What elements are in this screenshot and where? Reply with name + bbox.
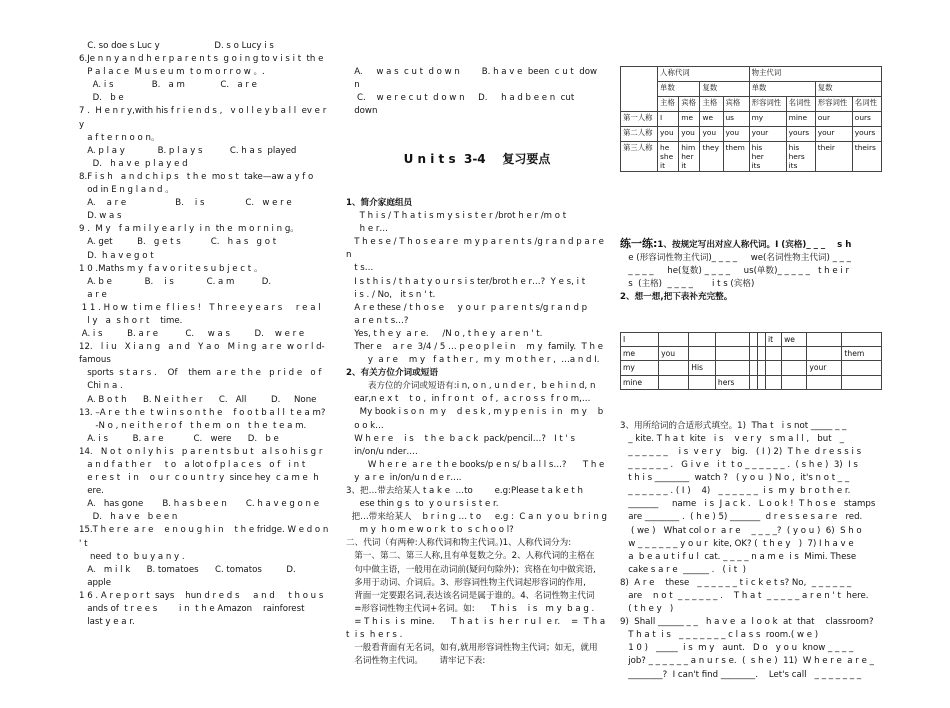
text-line: [346, 524, 608, 537]
table-cell: 单数: [658, 82, 700, 97]
table-cell: I: [658, 112, 679, 127]
table-cell: he she it: [658, 142, 679, 172]
text-line: down: [346, 106, 378, 117]
text-line: [346, 223, 608, 236]
table-cell: their: [815, 142, 852, 172]
text-line: [620, 291, 882, 304]
table-cell: [766, 347, 782, 361]
text-line: A. i s B. a r e C. w a s D. w e r e: [79, 329, 305, 340]
table-cell: [715, 361, 749, 375]
table-cell: my: [621, 361, 659, 375]
text-content: ________? I can't find ________. Let's call _ _ _ _ _ _ _: [620, 669, 862, 680]
text-line: [346, 446, 608, 459]
text-content: W h e r e a r e t h e books/p e n s/ b a l l s…? T h e: [346, 459, 605, 470]
table-cell: [766, 361, 782, 375]
text-line: 15.T h e r e a r e e n o u g h i n t h e fridge. W e d o n ' t: [79, 525, 332, 549]
question-16-options: [346, 66, 608, 118]
table-cell: his her its: [749, 142, 786, 172]
text-content: in/on/u nder….: [346, 446, 418, 457]
text-line: [346, 289, 608, 302]
text-line: 8.F i s h a n d c h i p s t h e mo s t take—aw a y f o: [79, 171, 314, 182]
text-content: a r e n t s…?: [346, 315, 409, 326]
text-line: [620, 551, 882, 564]
text-line: C. w e r e c u t d o w n D. h a d b e e n cut: [346, 93, 575, 104]
exercise-heading: 练一练:: [620, 236, 658, 250]
table-cell: [689, 375, 716, 389]
text-content: T h i s / T h a t i s m y s i s t e r /brot h e r /m o t: [346, 211, 567, 222]
table-cell: 人称代词: [658, 67, 750, 82]
text-line: [620, 590, 882, 603]
table-cell: [750, 347, 758, 361]
text-line: [346, 433, 608, 446]
table-cell: [689, 347, 716, 361]
table-cell: [758, 375, 766, 389]
table-row: [621, 347, 882, 361]
text-line: [346, 276, 608, 289]
text-line: [620, 237, 882, 252]
table-cell: you: [679, 127, 700, 142]
text-content: 1、简介家庭组员: [346, 197, 413, 208]
text-line: 1 1 . H o w t i m e f l i e s ! T h r e e y e a r s r e a l: [79, 302, 321, 313]
table-cell: [715, 333, 749, 347]
text-content: 把…带来给某人 b r i n g … t o e.g : C a n y o u b r i n g: [346, 512, 607, 523]
text-line: a r e: [79, 289, 107, 300]
table-cell: [750, 333, 758, 347]
text-content: T h e s e / T h o s e a r e m y p a r e n t s /g r a n d p a r e n: [346, 237, 607, 261]
table-cell: [782, 375, 807, 389]
text-line: a n d f a t h e r t o a lot o f p l a c e s o f i n t: [79, 460, 306, 470]
text-line: ere.: [79, 486, 104, 497]
text-content: I s t h i s / t h a t y o u r s i s ter/brot h e r…? Y e s, i t: [346, 276, 586, 287]
text-content: 2、想一想,把下表补充完整。: [620, 291, 733, 302]
table-cell: 名词性: [786, 97, 815, 112]
table-cell: we: [782, 333, 807, 347]
text-line: Chi n a .: [79, 381, 123, 392]
text-content: cake s a r e ______ . ( i t ): [620, 564, 746, 575]
text-content: job? _ _ _ _ _ _ a n u r s e. ( s h e ) 11) W h e r e a r e _: [620, 656, 874, 667]
table-cell: your: [807, 361, 842, 375]
text-line: [346, 537, 608, 550]
table-row: [621, 67, 882, 82]
table-cell: [766, 375, 782, 389]
text-content: 3、用所给词的合适形式填空。1) Tha t i s not _____ _ _: [620, 420, 847, 431]
table-cell: his hers its: [786, 142, 815, 172]
table-cell: 宾格: [723, 97, 749, 112]
text-line: [620, 642, 882, 655]
table-cell: 主格: [658, 97, 679, 112]
table-cell: 复数: [700, 82, 749, 97]
text-line: [620, 420, 882, 433]
text-line: [346, 577, 608, 590]
text-line: D. h a v e b e e n: [79, 512, 178, 523]
text-content: 句中做主语，一般用在动词前(疑问句除外)；宾格在句中做宾语,: [346, 564, 596, 575]
table-cell: 宾格: [679, 97, 700, 112]
text-line: D. w a s: [79, 211, 122, 222]
table-cell: them: [723, 142, 749, 172]
table-cell: mine: [786, 112, 815, 127]
text-line: D. b e: [79, 93, 124, 104]
text-line: [346, 420, 608, 433]
text-line: D. h a v e p l a y e d: [79, 158, 188, 169]
table-cell: 第二人称: [621, 127, 658, 142]
pronoun-table: [620, 66, 882, 172]
text-line: A. get B. g e t s C. h a s g o t: [79, 237, 277, 248]
exercise-section: [620, 237, 882, 304]
table-cell: His: [689, 361, 716, 375]
table-cell: your: [749, 127, 786, 142]
table-cell: your: [815, 127, 852, 142]
text-line: A. has gone B. h a s b e e n C. h a v e g o n e: [79, 499, 320, 510]
text-line: 14. N o t o n l y h i s p a r e n t s b u t a l s o h i s g r: [79, 446, 323, 457]
text-line: [346, 511, 608, 524]
table-cell: our: [815, 112, 852, 127]
text-line: [620, 459, 882, 472]
text-content: m y h o m e w o r k t o s c h o o l?: [346, 525, 514, 536]
text-line: [346, 354, 608, 367]
text-content: _ _ _ _ he(复数) _ _ _ _ us(单数)_ _ _ _ _ t h e i r: [620, 265, 850, 276]
text-content: ear,n e x t t o , in f r o n t o f , a c r o s s f r o m,…: [346, 394, 591, 405]
text-line: [346, 498, 608, 511]
text-line: [620, 577, 882, 590]
table-cell: 单数: [749, 82, 815, 97]
text-content: t s…: [346, 263, 374, 274]
table-cell: [715, 347, 749, 361]
text-line: ands of t r e e s i n t h e Amazon rainforest: [79, 604, 305, 615]
text-line: [620, 603, 882, 616]
column-left: [79, 40, 331, 629]
table-cell: [750, 375, 758, 389]
text-line: [346, 642, 608, 655]
text-content: y a r e in/on/u n d e r….: [346, 472, 462, 483]
text-line: [620, 511, 882, 524]
table-row: [621, 82, 882, 97]
table-row: [621, 97, 882, 112]
text-line: 9 . M y f a m i l y e a r l y i n th e m o r n i n g。: [79, 224, 299, 235]
text-line: -N o , n e i t h e r o f t h e m o n t h e t e a m.: [79, 420, 307, 431]
exercise-3: [620, 420, 882, 682]
table-cell: it: [766, 333, 782, 347]
table-cell: they: [700, 142, 723, 172]
table-cell: you: [659, 347, 689, 361]
table-cell: we: [700, 112, 723, 127]
table-cell: 主格: [700, 97, 723, 112]
text-line: apple: [79, 577, 112, 588]
table-cell: [807, 333, 842, 347]
table-row: [621, 127, 882, 142]
text-content: i s . / No, it s n ' t.: [346, 289, 436, 300]
text-content: 3、把…带去给某人 t a k e …to e.g:Please t a k e t h: [346, 486, 583, 496]
text-line: [346, 616, 608, 642]
text-line: [346, 655, 608, 668]
column-right: [620, 40, 882, 708]
table-cell: [842, 375, 882, 389]
text-line: [620, 564, 882, 577]
text-content: 1、按规定写出对应人称代词。I (宾格)_ _ _ s h: [657, 239, 852, 250]
table-cell: [659, 361, 689, 375]
text-content: _ _ _ _ _ _ i s v e r y big. ( I ) 2) T h e d r e s s i s: [620, 446, 862, 457]
text-line: [346, 315, 608, 328]
text-line: A. B o t h B. N e i t h e r C. All D. None: [79, 394, 317, 405]
text-line: a f t e r n o o n。: [79, 132, 160, 143]
text-content: 背面一定要跟名词,表达该名词是属于谁的。4、名词性物主代词: [346, 590, 595, 601]
text-line: [346, 236, 608, 262]
text-content: _ _ _ _ _ _ . G i v e i t t o _ _ _ _ _ _ . ( s h e ) 3) I s: [620, 460, 858, 471]
text-line: need t o b u y a n y .: [79, 551, 185, 562]
table-cell: [758, 347, 766, 361]
table-cell: [807, 375, 842, 389]
text-line: [620, 433, 882, 446]
text-content: s (主格) _ _ _ _ i t s (宾格): [620, 278, 755, 289]
text-line: [620, 265, 882, 278]
table-cell: me: [621, 347, 659, 361]
text-content: ( t h e y ): [620, 604, 674, 615]
text-line: [620, 498, 882, 511]
table-row: [621, 142, 882, 172]
text-line: [620, 669, 882, 682]
text-line: e r e s t i n o u r c o u n t r y since hey c a m e h: [79, 473, 319, 484]
table-cell: them: [842, 347, 882, 361]
table-cell: [782, 361, 807, 375]
text-line: A. m i l k B. tomatoes C. tomatos D.: [79, 564, 296, 575]
text-line: 6.Je n n y a n d h e r p a r e n t s g o i n g to v i s i t th e: [79, 54, 324, 65]
text-line: 7 . H e n r y,with his f r i e n d s , v o l l e y b a l l ev e r y: [79, 106, 329, 130]
text-line: l y a s h o r t time.: [79, 315, 183, 326]
text-line: A. i s B. a r e C. were D. b e: [79, 433, 279, 444]
text-line: [346, 380, 608, 393]
table-cell: [750, 361, 758, 375]
table-cell: ours: [852, 112, 881, 127]
column-middle: [346, 40, 608, 695]
text-line: [346, 302, 608, 315]
text-line: [346, 197, 608, 210]
table-cell: [689, 333, 716, 347]
text-line: [346, 262, 608, 275]
text-line: [620, 525, 882, 538]
table-cell: 名词性: [852, 97, 881, 112]
text-line: [620, 446, 882, 459]
text-line: 13. –A r e t h e t w i n s o n t h e f o o t b a l l t e a m?: [79, 407, 326, 418]
text-line: [346, 406, 608, 419]
text-line: [620, 538, 882, 551]
table-row: [621, 333, 882, 347]
text-content: o o k…: [346, 420, 384, 431]
text-content: =形容词性物主代词+名词。如: T h i s i s m y b a g .: [346, 603, 595, 614]
text-line: [346, 459, 608, 472]
text-line: A. b e B. i s C. a m D.: [79, 276, 272, 287]
text-line: n: [346, 80, 360, 91]
text-content: a b e a u t i f u l cat. _ _ _ _ n a m e i s Mimi. These: [620, 551, 857, 562]
text-line: od in E n g l a n d 。: [79, 185, 174, 196]
text-line: 12. l i u X i a n g a n d Y a o M i n g a r e w o r l d-famous: [79, 342, 325, 366]
table-cell: [807, 347, 842, 361]
text-line: [346, 485, 608, 498]
table-cell: him her it: [679, 142, 700, 172]
text-content: My book i s o n m y d e s k , m y p e n i s i n m y b: [346, 407, 604, 418]
text-content: Ther e a r e 3/4 / 5 … p e o p l e i n m y family. T h e: [346, 341, 603, 352]
text-content: 9) Shall ______ _ _ h a v e a l o o k at that classroom?: [620, 617, 874, 628]
table-cell: yours: [786, 127, 815, 142]
fill-in-table: [620, 332, 882, 389]
table-cell: I: [621, 333, 659, 347]
table-cell: me: [679, 112, 700, 127]
text-line: [620, 485, 882, 498]
text-line: [346, 550, 608, 563]
text-line: [620, 252, 882, 265]
table-cell: you: [723, 127, 749, 142]
text-content: are n o t _ _ _ _ _ _ . T h a t _ _ _ _ _ a r e n ' t here.: [620, 591, 869, 601]
text-content: 多用于动词、介词后。3、形容词性物主代词起形容词的作用,: [346, 577, 586, 588]
text-line: 1 0 .Maths m y f a v o r i t e s u b j e c t 。: [79, 263, 263, 274]
text-line: [346, 328, 608, 341]
text-line: [620, 472, 882, 485]
text-content: = T h i s i s mine. T h a t i s h e r r u l e r. = T h a t i s h e r s .: [346, 616, 608, 641]
text-content: 名词性物主代词。 请牢记下表:: [346, 656, 486, 667]
text-line: [620, 655, 882, 668]
text-content: W h e r e i s t h e b a c k pack/pencil…? I t ' s: [346, 433, 576, 444]
table-cell: [782, 347, 807, 361]
text-content: w _ _ _ _ _ _ y o u r kite, OK? ( t h e y ) 7) I h a v e: [620, 538, 854, 549]
text-line: A. a r e B. i s C. w e r e: [79, 198, 292, 209]
text-line: [346, 472, 608, 485]
text-content: 第一、第二、第三人称,且有单复数之分。2、人称代词的主格在: [346, 551, 595, 562]
table-row: [621, 375, 882, 389]
table-cell: [842, 333, 882, 347]
text-line: D. h a v e g o t: [79, 250, 154, 261]
text-line: sports s t a r s . Of them a r e t h e p r i d e o f: [79, 368, 322, 379]
table-cell: 形容词性: [749, 97, 786, 112]
text-line: last y e a r.: [79, 617, 135, 628]
text-content: Yes, t h e y a r e. /N o , t h e y a r e n ' t.: [346, 328, 543, 339]
text-content: 二、代词（有两种:人称代词和物主代词。)1、人称代词分为:: [346, 538, 572, 549]
table-cell: yours: [852, 127, 881, 142]
table-cell: us: [723, 112, 749, 127]
text-content: ese thin g s to y o u r s i s t e r.: [346, 499, 499, 510]
text-line: A. p l a y B. p l a y s C. h a s played: [79, 145, 297, 156]
text-line: [346, 393, 608, 406]
table-cell: theirs: [852, 142, 881, 172]
text-line: [620, 629, 882, 642]
text-content: 8) A r e these _ _ _ _ _ _ t i c k e t s? No, _ _ _ _ _ _: [620, 577, 852, 588]
text-line: [346, 210, 608, 223]
text-content: _______ name i s J a c k . L o o k ! T h o s e stamps: [620, 499, 876, 510]
table-cell: 第三人称: [621, 142, 658, 172]
text-line: [620, 616, 882, 629]
text-line: P a l a c e M u s e u m t o m o r r o w 。.: [79, 67, 265, 78]
text-content: ( we ) What col o r a r e _ _ _ _? ( y o u ) 6) S h o: [620, 525, 862, 536]
table-cell: [842, 361, 882, 375]
table-cell: my: [749, 112, 786, 127]
text-line: A. i s B. a m C. a r e: [79, 80, 257, 91]
table-cell: hers: [715, 375, 749, 389]
table-cell: [758, 333, 766, 347]
text-line: [346, 564, 608, 577]
text-content: _ kite. T h a t kite i s v e r y s m a l l , but _: [620, 433, 845, 444]
text-content: h e r…: [346, 224, 388, 235]
unit-title: U n i t s 3-4 复习要点: [403, 151, 551, 166]
table-cell: [659, 333, 689, 347]
text-content: e (形容词性物主代词)_ _ _ _ we(名词性物主代词) _ _ _: [620, 252, 851, 263]
text-line: 1 6 . A r e p o r t says hun d r e d s a n d t h o u s: [79, 590, 324, 601]
table-cell: you: [658, 127, 679, 142]
table-cell: 第一人称: [621, 112, 658, 127]
text-content: t h i s ________ watch ? ( y o u ) N o , it's n o t _ _: [620, 473, 850, 484]
table-row: [621, 361, 882, 375]
text-content: are ________ . ( h e ) 5) _______ d r e s s e s a r e red.: [620, 512, 863, 523]
table-cell: 复数: [815, 82, 881, 97]
text-content: y a r e m y f a t h e r , m y m o t h e r , …a n d I.: [346, 355, 600, 366]
table-cell: 物主代词: [749, 67, 881, 82]
table-cell: [659, 375, 689, 389]
text-line: C. so doe s Luc y D. s o Lucy i s: [79, 41, 274, 51]
table-cell: 形容词性: [815, 97, 852, 112]
review-points: [346, 197, 608, 668]
table-cell: you: [700, 127, 723, 142]
text-line: A. w a s c u t d o w n B. h a v e been c u t dow: [346, 67, 597, 78]
table-cell: [758, 361, 766, 375]
text-content: _ _ _ _ _ _ . ( I ) 4) _ _ _ _ _ _ i s m y b r o t h e r.: [620, 486, 851, 497]
text-line: [620, 278, 882, 291]
text-line: [346, 590, 608, 603]
text-line: [346, 603, 608, 616]
table-row: [621, 112, 882, 127]
table-cell: mine: [621, 375, 659, 389]
text-content: 1 0 ) _____ i s m y aunt. D o y o u know _ _ _ _: [620, 643, 854, 654]
text-line: [346, 367, 608, 380]
text-content: 表方位的介词或短语有:i n, o n , u n d e r , b e h i n d, n: [346, 381, 596, 392]
text-content: T h a t i s _ _ _ _ _ _ _ c l a s s room.( w e ): [620, 630, 819, 641]
text-content: A r e these / t h o s e y o u r p a r e n t s/g r a n d p: [346, 302, 588, 313]
text-content: 一般看背面有无名词，如有,就用形容词性物主代词；如无，就用: [346, 643, 598, 654]
table-cell: [621, 67, 658, 112]
text-content: 2、有关方位介词或短语: [346, 368, 438, 379]
text-line: [346, 341, 608, 354]
